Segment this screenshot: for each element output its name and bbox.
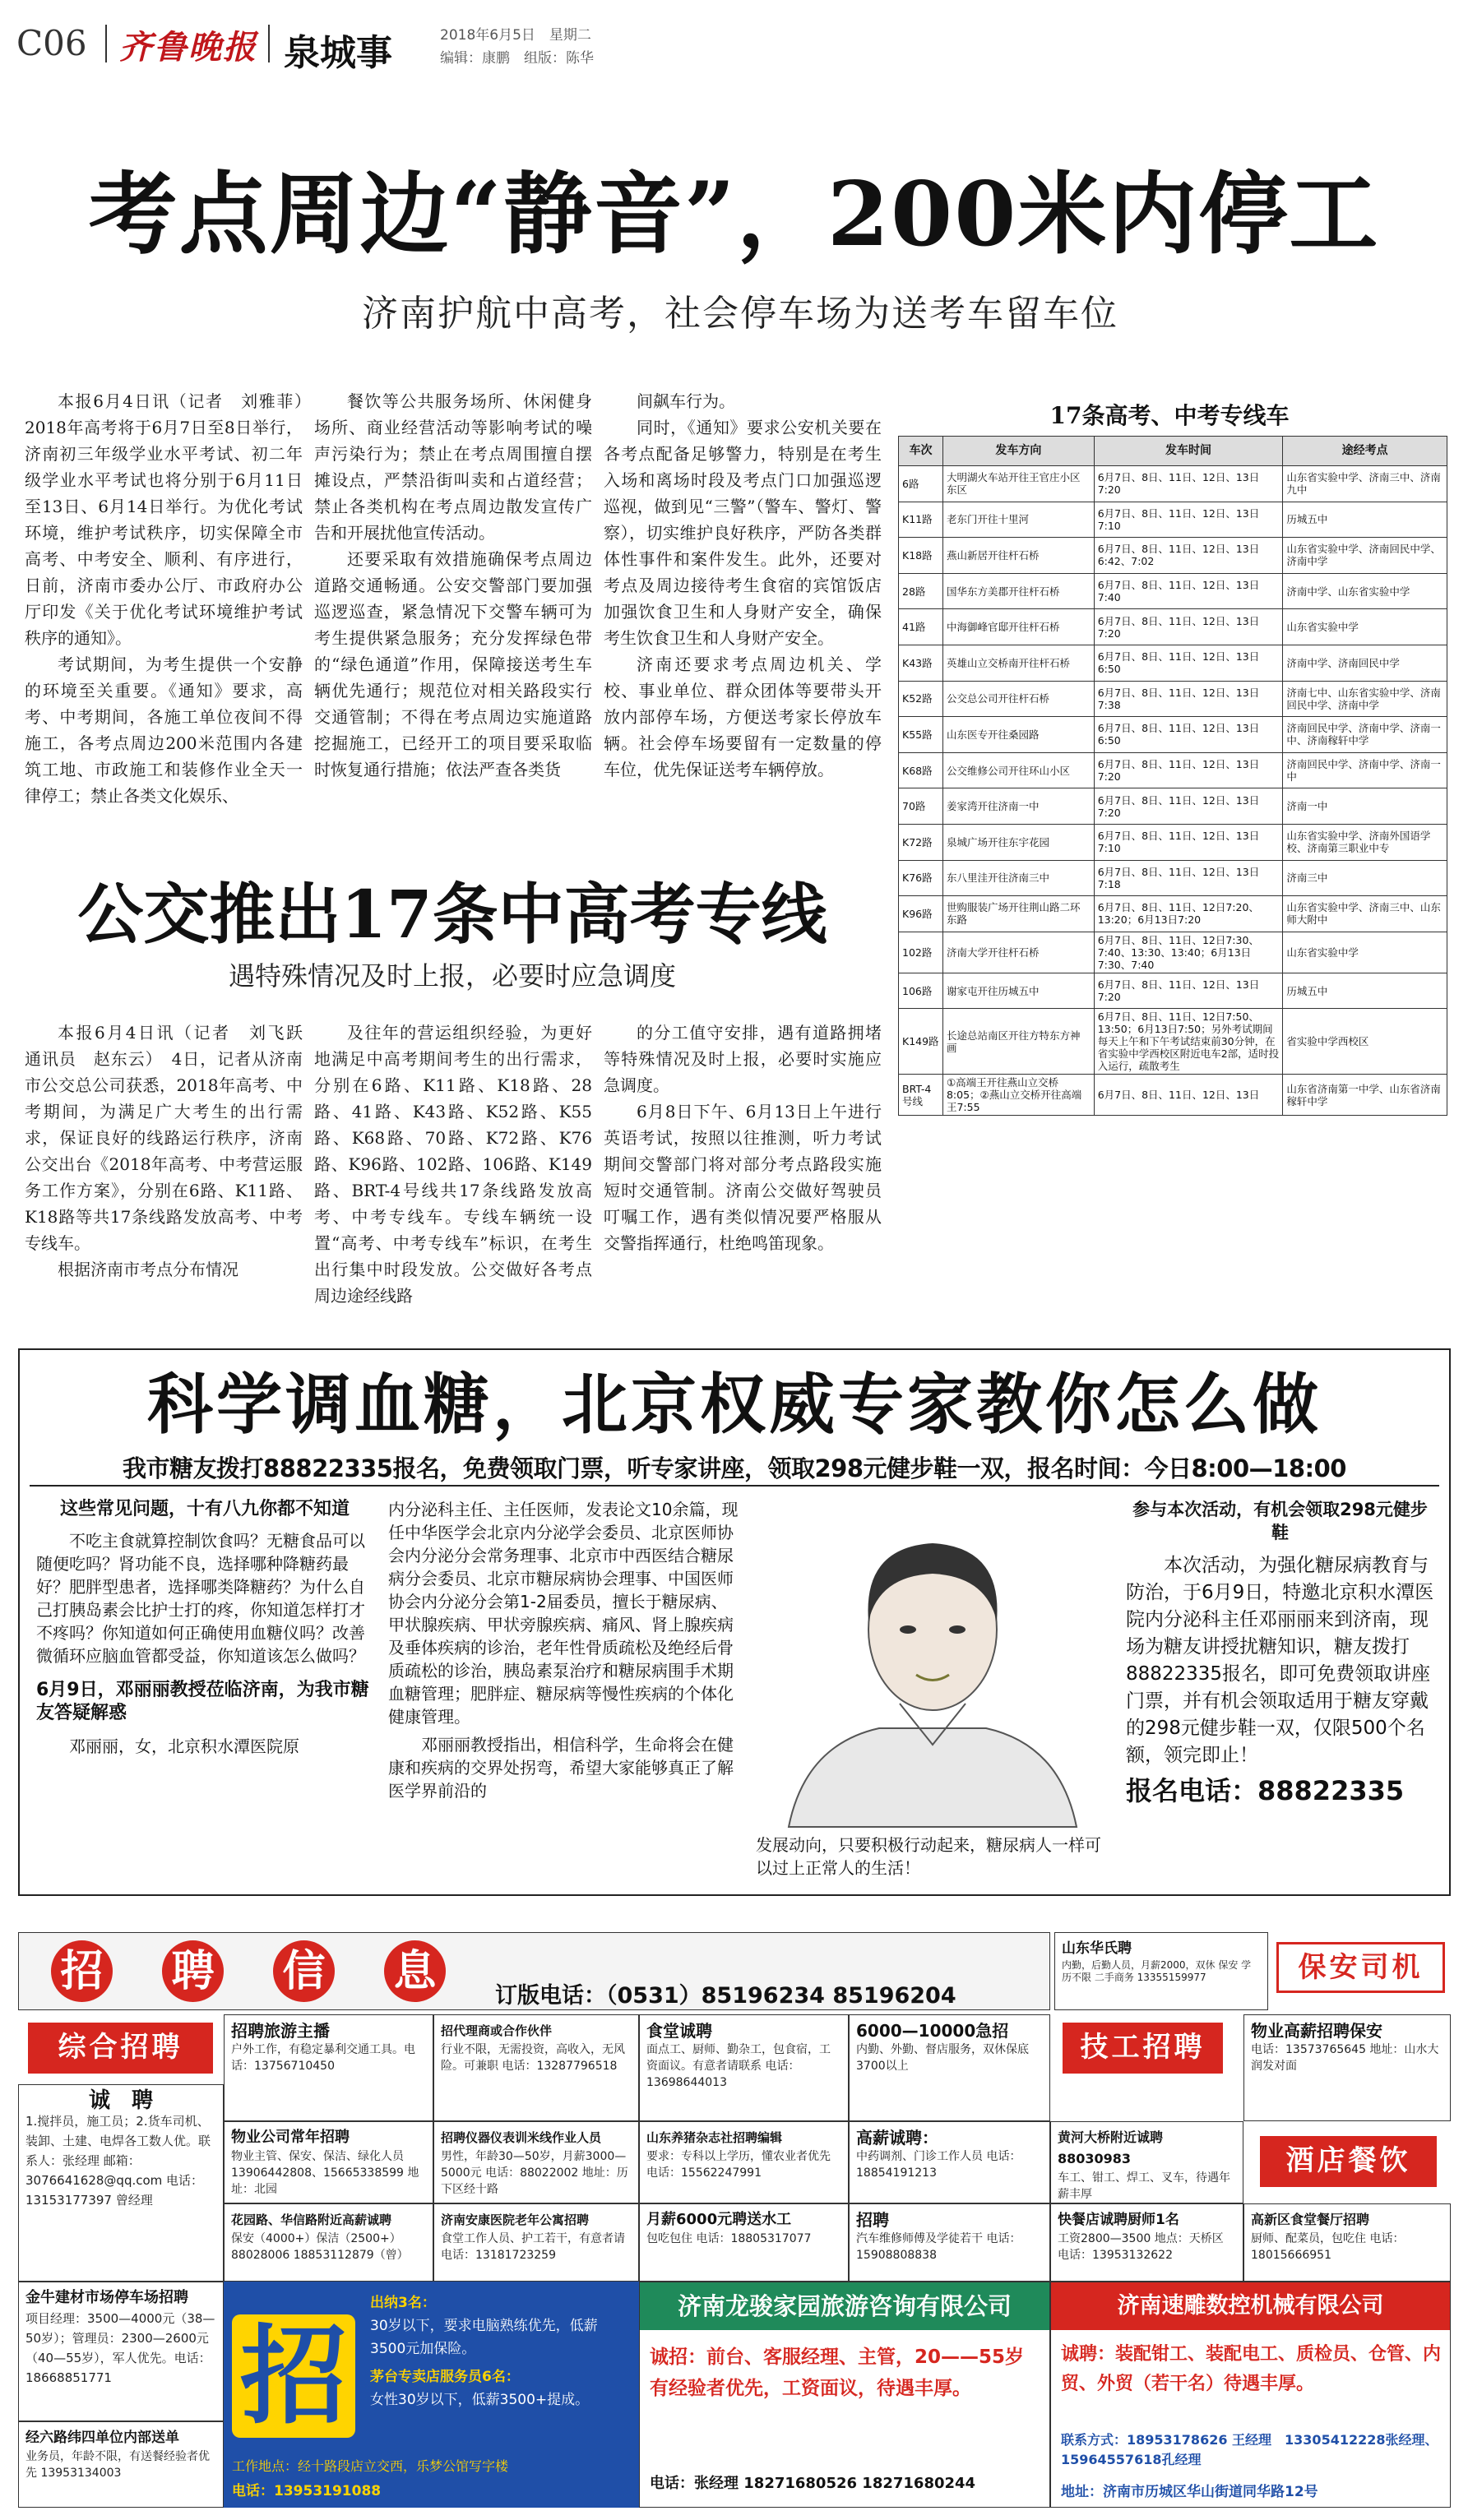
table-cell: K18路 (899, 538, 943, 574)
doctor-photo (756, 1498, 1109, 1827)
table-cell: 6月7日、8日、11日、12日7:50、13:50；6月13日7:50；另外考试期间每天上午和下午考试结束前30分钟，在省实验中学西校区附近电车2部，适时投入运行，疏散考生 (1094, 1009, 1283, 1075)
bus-table (898, 436, 1447, 1116)
recruit-c4: 食堂诚聘 面点工、厨师、勤杂工，包食宿，工资面议。有意者请联系 电话：13698644013 (639, 2014, 849, 2121)
recruit-banner-chars: 招 聘 信 息 (51, 1940, 512, 2002)
table-cell: 山东省实验中学、济南回民中学、济南中学 (1283, 538, 1447, 574)
recruit-c17: 高新区食堂餐厅招聘 厨师、配菜员，包吃住 电话：18015666951 (1243, 2203, 1451, 2282)
table-cell: 济南中学、济南回民中学 (1283, 645, 1447, 681)
recruit-cnc: 济南速雕数控机械有限公司 诚聘：装配钳工、装配电工、质检员、仓管、内贸、外贸（若干名）待遇丰厚。 联系方式：18953178626 王经理 13305412228张经理、15964557618孔经理 地址：济南市历城区华山街道同华路12号 (1050, 2282, 1451, 2508)
table-row (899, 466, 1447, 502)
table-cell: 世购服装广场开往荆山路二环东路 (942, 896, 1094, 932)
bus-table-body (899, 466, 1447, 1116)
health-ad-title: 科学调血糖，北京权威专家教你怎么做 (147, 1366, 1322, 1443)
health-col3: 参与本次活动，有机会领取298元健步鞋 本次活动，为强化糖尿病教育与防治，于6月9日，特邀北京积水潭医院内分泌科主任邓丽丽来到济南，现场为糖友讲授扰糖知识，糖友拨打88822335报名，即可免费领取讲座门票，并有机会领取适用于糖友穿戴的298元健步鞋一双，仅限500个名额，领完即止！ 报名电话：88822335 (1126, 1500, 1434, 1806)
main-subheadline: 济南护航中高考，社会停车场为送考车留车位 (362, 293, 1118, 335)
secondary-headline: 公交推出17条中高考专线 (77, 876, 827, 953)
table-cell: 102路 (899, 932, 943, 973)
table-row (899, 896, 1447, 932)
table-cell: 6月7日、8日、11日、12日、13日7:38 (1094, 681, 1283, 717)
table-cell: 6月7日、8日、11日、12日7:30、7:40、13:30、13:40；6月13日7:30、7:40 (1094, 932, 1283, 973)
table-row (899, 681, 1447, 717)
recruit-c3: 招代理商或合作伙伴 行业不限，无需投资，高收入，无风险。可兼职 电话：13287796518 (433, 2014, 639, 2121)
table-cell: 6月7日、8日、11日、12日、13日6:50 (1094, 645, 1283, 681)
recruit-c18: 金牛建材市场停车场招聘 项目经理：3500—4000元（38—50岁）；管理员：2300—2600元（40—55岁），军人优先。电话：18668851771 (18, 2282, 224, 2421)
health-phone: 报名电话：88822335 (1126, 1775, 1405, 1806)
table-row (899, 932, 1447, 973)
table-cell: 6月7日、8日、11日、12日7:20、13:20；6月13日7:20 (1094, 896, 1283, 932)
table-cell: 老东门开往十里河 (942, 502, 1094, 538)
bus-header-cell: 发车方向 (942, 437, 1094, 466)
table-cell: 6路 (899, 466, 943, 502)
table-cell: K68路 (899, 752, 943, 788)
table-row (899, 860, 1447, 896)
table-cell: K52路 (899, 681, 943, 717)
table-cell: 省实验中学西校区 (1283, 1009, 1447, 1075)
table-row (899, 824, 1447, 860)
cat-technical: 技工招聘 (1063, 2023, 1223, 2074)
recruit-c7: 物业公司常年招聘 物业主管、保安、保洁、绿化人员 13906442808、15665338599 地址：北园 (224, 2121, 433, 2203)
table-cell: 6月7日、8日、11日、12日、13日7:20 (1094, 466, 1283, 502)
table-cell: K96路 (899, 896, 943, 932)
table-cell: 谢家屯开往历城五中 (942, 973, 1094, 1009)
health-ad-bar: 我市糖友拨打88822335报名，免费领取门票，听专家讲座，领取298元健步鞋一双，报名时间：今日8:00—18:00 (30, 1452, 1439, 1487)
recruit-c15: 招聘 汽车维修师傅及学徒若干 电话：15908808838 (849, 2203, 1050, 2282)
table-cell: 济南大学开往杆石桥 (942, 932, 1094, 973)
recruit-shandong: 山东华氏聘 内勤，后勤人员，月薪2000，双休 保安 学历不限 二手商务 13355159977 (1054, 1932, 1268, 2010)
article2-col3: 的分工值守安排，遇有道路拥堵等特殊情况及时上报，必要时实施应急调度。 6月8日下午、6月13日上午进行英语考试，按照以往推测，听力考试期间交警部门将对部分考点路段实施短时交通管制。济南公交做好驾驶员叮嘱工作，遇有类似情况要严格服从交警指挥通行，杜绝鸣笛现象。 (604, 1023, 882, 1253)
recruit-c19: 经六路纬四单位内部送单 业务员，年龄不限，有送餐经验者优先 13953134003 (18, 2421, 224, 2508)
table-row (899, 717, 1447, 753)
table-cell: 英雄山立交桥南开往杆石桥 (942, 645, 1094, 681)
table-cell: 6月7日、8日、11日、12日、13日7:18 (1094, 860, 1283, 896)
masthead (0, 0, 1468, 82)
table-cell: 东八里洼开往济南三中 (942, 860, 1094, 896)
recruit-c5: 6000—10000急招 内勤、外勤、督店服务，双休保底3700以上 (849, 2014, 1050, 2121)
table-row (899, 973, 1447, 1009)
table-cell: 泉城广场开往东宇花园 (942, 824, 1094, 860)
table-cell: 6月7日、8日、11日、12日、13日7:20 (1094, 609, 1283, 645)
page-number: C06 (16, 23, 87, 63)
table-row (899, 788, 1447, 825)
recruit-c10: 高薪诚聘： 中药调剂、门诊工作人员 电话：18854191213 (849, 2121, 1050, 2203)
recruit-c16: 快餐店诚聘厨师1名 工资2800—3500 地点：天桥区 电话：13953132622 (1050, 2203, 1243, 2282)
table-cell: 国华东方美郡开往杆石桥 (942, 573, 1094, 609)
table-row (899, 752, 1447, 788)
bus-table-header (899, 437, 1447, 466)
table-cell: 山东省实验中学、济南三中、济南九中 (1283, 466, 1447, 502)
section-title: 泉城事 (284, 32, 392, 74)
cat-hotel-dining: 酒店餐饮 (1260, 2136, 1437, 2187)
cat-general: 综合招聘 (28, 2023, 213, 2074)
table-cell: 济南回民中学、济南中学、济南一中、济南稼轩中学 (1283, 717, 1447, 753)
table-cell: 6月7日、8日、11日、12日、13日7:10 (1094, 824, 1283, 860)
table-cell: 中海御峰官邸开往杆石桥 (942, 609, 1094, 645)
table-cell: 6月7日、8日、11日、12日、13日7:10 (1094, 502, 1283, 538)
table-row (899, 645, 1447, 681)
table-cell: 公交维修公司开往环山小区 (942, 752, 1094, 788)
article1-col1: 本报6月4日讯（记者 刘雅菲） 2018年高考将于6月7日至8日举行，济南初三年级学业水平考试、初二年级学业水平考试也将分别于6月11日至13日、6月14日举行。为优化考试环境，维护考试秩序，切实保障全市高考、中考安全、顺利、有序进行，日前，济南市委办公厅、市政府办公厅印发《关于优化考试环境维护考试秩序的通知》。 考试期间，为考生提供一个安静的环境至关重要。《通知》要求，高考、中考期间，各施工单位夜间不得施工，各考点周边200米范围内各建筑工地、市政施工和装修作业全天一律停工；禁止各类文化娱乐、 (25, 391, 319, 806)
table-row (899, 502, 1447, 538)
table-cell: 山东省实验中学 (1283, 609, 1447, 645)
cat-security-driver: 保安司机 (1276, 1942, 1445, 1993)
table-cell: 6月7日、8日、11日、12日、13日6:42、7:02 (1094, 538, 1283, 574)
table-cell: 济南一中 (1283, 788, 1447, 825)
table-cell: 济南回民中学、济南中学、济南一中 (1283, 752, 1447, 788)
table-cell: 山东医专开往桑园路 (942, 717, 1094, 753)
health-col1: 这些常见问题，十有八九你都不知道 不吃主食就算控制饮食吗？无糖食品可以随便吃吗？肾功能不良，选择哪种降糖药最好？肥胖型患者，选择哪类降糖药？为什么自己打胰岛素会比护士打的疼，你知道怎样打才不疼吗？你知道如何正确使用血糖仪吗？改善微循环应脑血管都受益，你知道该怎么做吗？ 6月9日，邓丽丽教授莅临济南，为我市糖友答疑解惑 邓丽丽，女，北京积水潭医院原 (36, 1499, 369, 1756)
recruit-c2: 招聘旅游主播 户外工作，有稳定暴利交通工具。电话：13756710450 (224, 2014, 433, 2121)
recruit-c11: 黄河大桥附近诚聘88030983 车工、钳工、焊工、叉车，待遇年薪丰厚 (1050, 2121, 1243, 2203)
recruit-c12: 花园路、华信路附近高薪诚聘 保安（4000+）保洁（2500+）88028006 18853112879（曾） (224, 2203, 433, 2282)
secondary-subheadline: 遇特殊情况及时上报，必要时应急调度 (228, 960, 676, 992)
table-row (899, 609, 1447, 645)
masthead-divider-2 (268, 25, 270, 62)
newspaper-logo: 齐鲁晚报 (119, 28, 257, 67)
article2-col1: 本报6月4日讯（记者 刘飞跃 通讯员 赵东云） 4日，记者从济南市公交总公司获悉，2018年高考、中考期间，为满足广大考生的出行需求，保证良好的线路运行秩序，济南公交出台《2018年高考、中考营运服务工作方案》，分别在6路、K11路、K18路等共17条线路发放高考、中考专线车。 根据济南市考点分布情况 (25, 1023, 319, 1279)
table-cell: 6月7日、8日、11日、12日、13日 (1094, 1075, 1283, 1116)
table-cell: 大明湖火车站开往王官庄小区东区 (942, 466, 1094, 502)
table-cell: 6月7日、8日、11日、12日、13日7:20 (1094, 752, 1283, 788)
table-cell: 41路 (899, 609, 943, 645)
bus-header-cell: 途经考点 (1283, 437, 1447, 466)
masthead-divider (105, 25, 107, 62)
recruit-c6: 物业高薪招聘保安 电话：13573765645 地址：山水大润发对面 (1243, 2014, 1451, 2121)
table-row (899, 1075, 1447, 1116)
table-row (899, 1009, 1447, 1075)
health-ad (18, 1348, 1451, 1896)
table-cell: 6月7日、8日、11日、12日、13日6:50 (1094, 717, 1283, 753)
photo-caption: 发展动向，只要积极行动起来，糖尿病人一样可以过上正常人的生活！ (756, 1835, 1101, 1878)
table-cell: 6月7日、8日、11日、12日、13日7:20 (1094, 788, 1283, 825)
table-cell: 姜家湾开往济南一中 (942, 788, 1094, 825)
bus-table-wrap (898, 436, 1447, 1324)
table-cell: 山东省实验中学 (1283, 932, 1447, 973)
table-cell: K43路 (899, 645, 943, 681)
main-headline: 考点周边“静音”，200米内停工 (88, 163, 1380, 266)
table-cell: K76路 (899, 860, 943, 896)
table-cell: K55路 (899, 717, 943, 753)
table-cell: 历城五中 (1283, 502, 1447, 538)
recruit-c9: 山东养猪杂志社招聘编辑 要求：专科以上学历，懂农业者优先 电话：15562247991 (639, 2121, 849, 2203)
table-cell: 70路 (899, 788, 943, 825)
recruit-zhao: 招 出纳3名： 30岁以下，要求电脑熟练优先，低薪3500元加保险。 茅台专卖店服务员6名： 女性30岁以下，低薪3500+提成。 工作地点：经十路段店立交西，乐梦公馆写字楼 电话：13953191088 (224, 2282, 639, 2508)
doctor-portrait-icon (756, 1498, 1109, 1827)
table-cell: K11路 (899, 502, 943, 538)
recruit-c1: 诚 聘 1.搅拌员，施工员；2.货车司机、装卸、土建、电焊各工数人优。联系人：张经理 邮箱：3076641628@qq.com 电话：13153177397 曾经理 (18, 2084, 224, 2282)
table-cell: 燕山新居开往杆石桥 (942, 538, 1094, 574)
table-cell: BRT-4号线 (899, 1075, 943, 1116)
health-col2: 内分泌科主任、主任医师，发表论文10余篇，现任中华医学会北京内分泌学会委员、北京医师协会内分泌分会常务理事、北京市中西医结合糖尿病分会委员、北京市糖尿病协会理事、中国医师协会内分泌分会第1-2届委员，擅长于糖尿病、甲状腺疾病、甲状旁腺疾病、痛风、肾上腺疾病及垂体疾病的诊治，老年性骨质疏松及绝经后骨质疏松的诊治，胰岛素泵治疗和糖尿病围手术期血糖管理；肥胖症、糖尿病等慢性疾病的个体化健康管理。 邓丽丽教授指出，相信科学，生命将会在健康和疾病的交界处拐弯，希望大家能够真正了解医学界前沿的 (388, 1500, 739, 1801)
table-cell: ①高端王开往燕山立交桥8:05；②燕山立交桥开往高端王7:55 (942, 1075, 1094, 1116)
table-row (899, 573, 1447, 609)
table-cell: 6月7日、8日、11日、12日、13日7:40 (1094, 573, 1283, 609)
recruit-section (18, 1932, 1451, 2508)
masthead-date: 2018年6月5日 星期二 (440, 27, 591, 44)
table-cell: 长途总站南区开往方特东方神画 (942, 1009, 1094, 1075)
table-cell: K72路 (899, 824, 943, 860)
table-cell: 山东省实验中学、济南外国语学校、济南第三职业中专 (1283, 824, 1447, 860)
recruit-c8: 招聘仪器仪表训米线作业人员 男性，年龄30—50岁，月薪3000—5000元 电话：88022002 地址：历下区经十路 (433, 2121, 639, 2203)
article2-col2: 及往年的营运组织经验，为更好地满足中高考期间考生的出行需求，分别在6路、K11路、K18路、28路、41路、K43路、K52路、K55路、K68路、70路、K72路、K76路、K96路、102路、106路、K149路、BRT-4号线共17条线路发放高考、中考专线车。专线车辆统一设置“高考、中考专线车”标识，在考生出行集中时段发放。公交做好各考点周边途经线路 (314, 1023, 592, 1306)
bus-table-title: 17条高考、中考专线车 (1049, 402, 1290, 429)
recruit-phone: 订版电话：（0531）85196234 85196204 (495, 1983, 956, 2009)
table-cell: 济南七中、山东省实验中学、济南回民中学、济南中学 (1283, 681, 1447, 717)
recruit-c13: 济南安康医院老年公寓招聘 食堂工作人员、护工若干，有意者请电话：13181723259 (433, 2203, 639, 2282)
table-cell: 山东省济南第一中学、山东省济南稼轩中学 (1283, 1075, 1447, 1116)
table-cell: 公交总公司开往杆石桥 (942, 681, 1094, 717)
masthead-editor: 编辑：康鹏 组版：陈华 (440, 50, 594, 67)
table-cell: K149路 (899, 1009, 943, 1075)
article1-col3: 间飙车行为。 同时，《通知》要求公安机关要在各考点配备足够警力，特别是在考生入场和离场时段及考点门口加强巡逻巡视，做到见“三警”（警车、警灯、警察），切实维护良好秩序，严防各类群体性事件和案件发生。此外，还要对考点及周边接待考生食宿的宾馆饭店加强饮食卫生和人身财产安全，确保考生饮食卫生和人身财产安全。 济南还要求考点周边机关、学校、事业单位、群众团体等要带头开放内部停车场，方便送考家长停放车辆。社会停车场要留有一定数量的停车位，优先保证送考车辆停放。 (604, 391, 882, 779)
bus-header-cell: 车次 (899, 437, 943, 466)
recruit-c14: 月薪6000元聘送水工 包吃包住 电话：18805317077 (639, 2203, 849, 2282)
table-cell: 济南三中 (1283, 860, 1447, 896)
recruit-travel: 济南龙骏家园旅游咨询有限公司 诚招：前台、客服经理、主管，20——55岁有经验者优先，工资面议，待遇丰厚。 电话：张经理 18271680526 18271680244 (639, 2282, 1050, 2508)
table-row (899, 538, 1447, 574)
table-cell: 历城五中 (1283, 973, 1447, 1009)
article1-col2: 餐饮等公共服务场所、休闲健身场所、商业经营活动等影响考试的噪声污染行为；禁止在考点周围擅自摆摊设点，严禁沿街叫卖和占道经营；禁止各类机构在考点周边散发宣传广告和开展扰他宣传活动。 还要采取有效措施确保考点周边道路交通畅通。公安交警部门要加强巡逻巡查，紧急情况下交警车辆可为考生提供紧急服务；充分发挥绿色带的“绿色通道”作用，保障接送考生车辆优先通行；规范位对相关路段实行交通管制；不得在考点周边实施道路挖掘施工，已经开工的项目要采取临时恢复通行措施；依法严查各类货 (314, 391, 592, 779)
table-cell: 106路 (899, 973, 943, 1009)
table-cell: 28路 (899, 573, 943, 609)
table-cell: 济南中学、山东省实验中学 (1283, 573, 1447, 609)
table-cell: 山东省实验中学、济南三中、山东师大附中 (1283, 896, 1447, 932)
table-cell: 6月7日、8日、11日、12日、13日7:20 (1094, 973, 1283, 1009)
bus-header-cell: 发车时间 (1094, 437, 1283, 466)
